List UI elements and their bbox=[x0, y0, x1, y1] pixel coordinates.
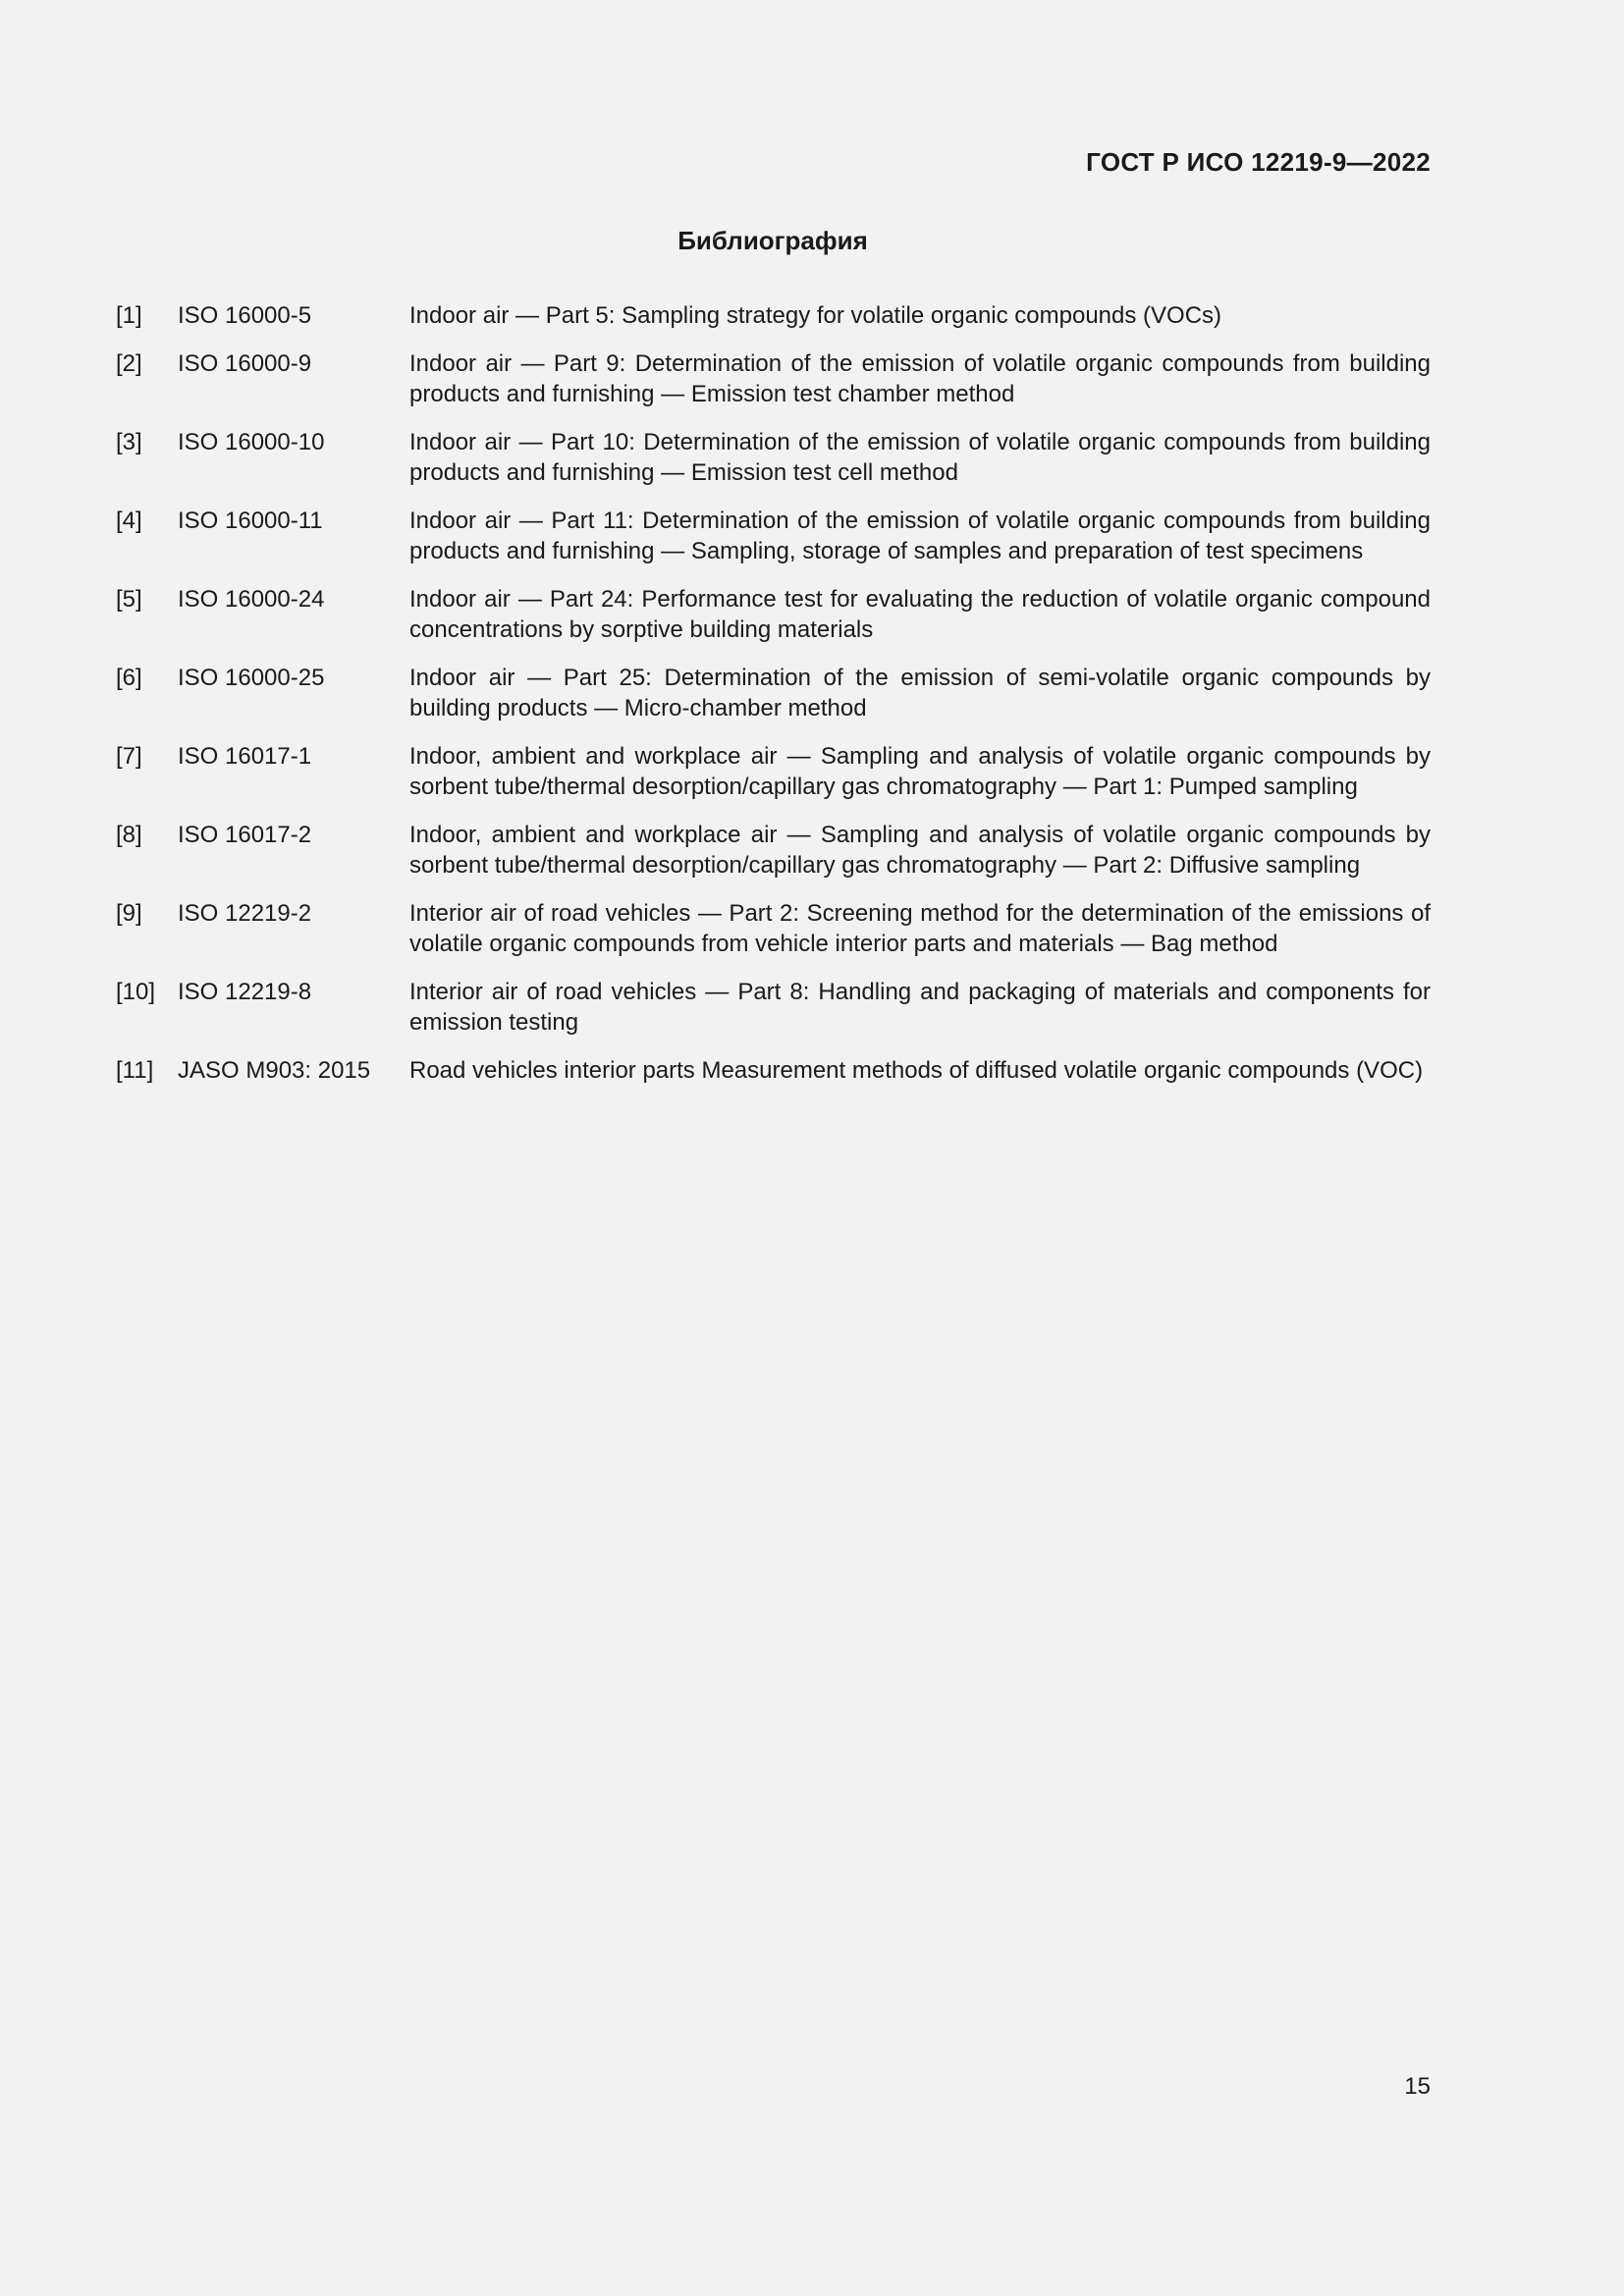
entry-standard-code: ISO 12219-2 bbox=[178, 900, 312, 927]
bibliography-entry bbox=[116, 820, 1431, 881]
entry-title: Indoor, ambient and workplace air — Sampling and analysis of volatile organic compounds by sorbent tube/thermal desorption/capillary gas chromatography — Part 2: Diffusive sampling bbox=[409, 822, 1431, 879]
entry-number: [2] bbox=[116, 350, 142, 377]
entry-standard-code: ISO 16000-5 bbox=[178, 302, 312, 329]
entry-number: [11] bbox=[116, 1057, 154, 1084]
bibliography-entry bbox=[116, 1055, 1431, 1086]
entry-title: Indoor air — Part 5: Sampling strategy for volatile organic compounds (VOCs) bbox=[409, 302, 1222, 329]
document-id: ГОСТ Р ИСО 12219-9—2022 bbox=[1086, 147, 1431, 177]
bibliography-entry bbox=[116, 300, 1431, 331]
bibliography-entry bbox=[116, 741, 1431, 802]
entry-number: [7] bbox=[116, 743, 142, 770]
bibliography-entry bbox=[116, 584, 1431, 645]
entry-title: Interior air of road vehicles — Part 8: Handling and packaging of materials and components for emission testing bbox=[409, 979, 1431, 1036]
bibliography-entry bbox=[116, 506, 1431, 566]
bibliography-entry bbox=[116, 977, 1431, 1038]
entry-title: Interior air of road vehicles — Part 2: Screening method for the determination of the emissions of volatile organic compounds from vehicle interior parts and materials — Bag method bbox=[409, 900, 1431, 957]
entry-title: Indoor air — Part 24: Performance test for evaluating the reduction of volatile organic compound concentrations by sorptive building materials bbox=[409, 586, 1431, 643]
entry-standard-code: JASO M903: 2015 bbox=[178, 1057, 371, 1084]
entry-standard-code: ISO 16017-1 bbox=[178, 743, 312, 770]
bibliography-entry bbox=[116, 427, 1431, 488]
entry-number: [10] bbox=[116, 979, 156, 1005]
entry-standard-code: ISO 16000-25 bbox=[178, 665, 325, 691]
entry-standard-code: ISO 16000-10 bbox=[178, 429, 325, 455]
entry-standard-code: ISO 16000-11 bbox=[178, 507, 323, 534]
entry-number: [3] bbox=[116, 429, 142, 455]
entry-number: [4] bbox=[116, 507, 142, 534]
page-number: 15 bbox=[1404, 2073, 1431, 2100]
entry-standard-code: ISO 16017-2 bbox=[178, 822, 312, 848]
entry-number: [5] bbox=[116, 586, 142, 613]
entry-number: [8] bbox=[116, 822, 142, 848]
bibliography-entry bbox=[116, 663, 1431, 723]
entry-title: Road vehicles interior parts Measurement methods of diffused volatile organic compounds (VOC) bbox=[409, 1057, 1424, 1084]
entry-standard-code: ISO 16000-9 bbox=[178, 350, 312, 377]
entry-standard-code: ISO 16000-24 bbox=[178, 586, 325, 613]
bibliography-list bbox=[116, 300, 1431, 1103]
entry-title: Indoor air — Part 25: Determination of the emission of semi-volatile organic compounds by building products — Micro-chamber method bbox=[409, 665, 1431, 721]
entry-title: Indoor air — Part 10: Determination of the emission of volatile organic compounds from building products and furnishing — Emission test cell method bbox=[409, 429, 1431, 486]
entry-number: [6] bbox=[116, 665, 142, 691]
entry-title: Indoor air — Part 9: Determination of the emission of volatile organic compounds from building products and furnishing — Emission test chamber method bbox=[409, 350, 1431, 407]
entry-number: [9] bbox=[116, 900, 142, 927]
bibliography-entry bbox=[116, 898, 1431, 959]
entry-number: [1] bbox=[116, 302, 142, 329]
entry-title: Indoor, ambient and workplace air — Sampling and analysis of volatile organic compounds by sorbent tube/thermal desorption/capillary gas chromatography — Part 1: Pumped sampling bbox=[409, 743, 1431, 800]
entry-title: Indoor air — Part 11: Determination of the emission of volatile organic compounds from building products and furnishing — Sampling, storage of samples and preparation of test specimens bbox=[409, 507, 1431, 564]
section-title: Библиография bbox=[677, 226, 868, 255]
entry-standard-code: ISO 12219-8 bbox=[178, 979, 312, 1005]
bibliography-entry bbox=[116, 348, 1431, 409]
